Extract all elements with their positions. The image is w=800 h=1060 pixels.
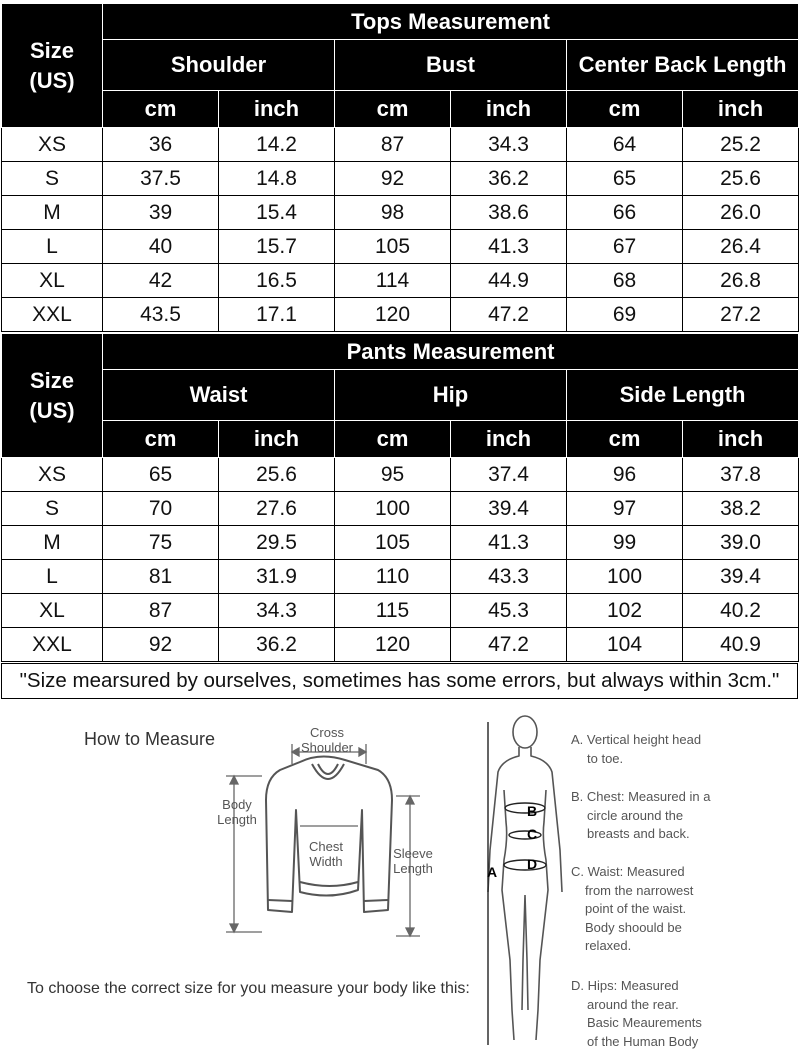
measurement-cell: 39.0 [683,526,799,560]
measurement-cell: 40.2 [683,594,799,628]
measurement-cell: 97 [567,492,683,526]
measurement-cell: 114 [335,264,451,298]
measurement-cell: 31.9 [219,560,335,594]
unit-cm: cm [567,91,683,128]
size-cell: M [2,196,103,230]
measurement-cell: 120 [335,628,451,662]
hip-header: Hip [335,370,567,421]
hem-band [300,882,358,886]
measurement-cell: 110 [335,560,451,594]
measurement-cell: 25.6 [683,162,799,196]
body-length-label: Body Length [217,797,257,827]
center-back-length-header: Center Back Length [567,40,799,91]
head-outline [513,716,537,748]
unit-cm: cm [103,91,219,128]
size-us-header [2,334,103,458]
size-cell: L [2,230,103,264]
measurement-cell: 99 [567,526,683,560]
waist-header: Waist [103,370,335,421]
measurement-cell: 100 [335,492,451,526]
size-row [2,230,799,264]
body-illustration [480,710,570,1060]
unit-cm: cm [103,421,219,458]
measurement-cell: 37.5 [103,162,219,196]
size-cell: XL [2,264,103,298]
arrowhead [230,776,238,784]
measurement-cell: 37.4 [451,458,567,492]
unit-inch: inch [451,91,567,128]
size-row [2,526,799,560]
measurement-cell: 95 [335,458,451,492]
legend-c: C. Waist: Measured from the narrowest point of the waist. Body shoould be relaxed. [571,864,694,953]
tops-table-title: Tops Measurement [103,4,799,40]
measurement-cell: 17.1 [219,298,335,332]
measurement-cell: 25.2 [683,128,799,162]
measurement-cell: 14.2 [219,128,335,162]
how-to-measure-title: How to Measure [84,729,216,749]
unit-inch: inch [219,91,335,128]
size-cell: L [2,560,103,594]
arrowhead [230,924,238,932]
measurement-cell: 39.4 [683,560,799,594]
chest-measure-loop [505,803,545,813]
chest-width-label: Chest Width [309,839,343,869]
size-row [2,128,799,162]
size-row [2,298,799,332]
measurement-cell: 39.4 [451,492,567,526]
measurement-cell: 115 [335,594,451,628]
measurement-cell: 37.8 [683,458,799,492]
shoulder-header: Shoulder [103,40,335,91]
size-row [2,196,799,230]
legend-a: A. Vertical height head to toe. [571,732,702,766]
measurement-cell: 75 [103,526,219,560]
letter-b: B [527,803,538,819]
pants-table-title: Pants Measurement [103,334,799,370]
measurement-note: "Size mearsured by ourselves, sometimes has some errors, but always within 3cm." [1,663,798,699]
us-label: (US) [29,67,75,93]
measurement-cell: 102 [567,594,683,628]
size-us-header [2,4,103,128]
garment-illustration [0,700,480,960]
measurement-cell: 65 [567,162,683,196]
measurement-cell: 40.9 [683,628,799,662]
unit-inch: inch [683,421,799,458]
arrowhead [359,748,366,756]
letter-c: C [527,826,538,842]
measurement-cell: 65 [103,458,219,492]
measurement-cell: 27.2 [683,298,799,332]
unit-inch: inch [219,421,335,458]
unit-cm: cm [335,421,451,458]
cross-shoulder-label: Cross Shoulder [300,725,354,755]
measurement-cell: 15.7 [219,230,335,264]
letter-d: D [527,856,538,872]
measurement-cell: 40 [103,230,219,264]
body-outline [488,747,562,1040]
size-cell: XXL [2,298,103,332]
measurement-cell: 42 [103,264,219,298]
measurement-cell: 66 [567,196,683,230]
measurement-cell: 25.6 [219,458,335,492]
measurement-cell: 98 [335,196,451,230]
measurement-cell: 100 [567,560,683,594]
pants-table-body [2,458,799,662]
arrowhead [406,928,414,936]
measurement-cell: 67 [567,230,683,264]
size-row [2,594,799,628]
measurement-cell: 64 [567,128,683,162]
tops-table-body [2,128,799,332]
guide-footer-text: To choose the correct size for you measure your body like this: [27,980,470,997]
size-label: Size [29,37,75,63]
measurement-cell: 105 [335,526,451,560]
size-row [2,492,799,526]
size-row [2,560,799,594]
measurement-cell: 105 [335,230,451,264]
measurement-cell: 38.2 [683,492,799,526]
measurement-cell: 26.8 [683,264,799,298]
unit-cm: cm [335,91,451,128]
hip-measure-loop [504,860,546,870]
size-cell: M [2,526,103,560]
measurement-cell: 69 [567,298,683,332]
size-cell: S [2,492,103,526]
measurement-cell: 29.5 [219,526,335,560]
measurement-cell: 43.3 [451,560,567,594]
collar-inner [318,764,338,774]
side-length-header: Side Length [567,370,799,421]
size-cell: S [2,162,103,196]
measurement-cell: 92 [335,162,451,196]
measurement-cell: 92 [103,628,219,662]
right-cuff [364,900,388,901]
collar-outline [312,764,344,779]
measurement-cell: 15.4 [219,196,335,230]
letter-a: A [487,864,498,880]
unit-inch: inch [683,91,799,128]
measurement-cell: 38.6 [451,196,567,230]
measurement-cell: 34.3 [219,594,335,628]
measurement-cell: 47.2 [451,298,567,332]
size-cell: XS [2,128,103,162]
measurement-cell: 39 [103,196,219,230]
unit-inch: inch [451,421,567,458]
arrowhead [406,796,414,804]
measurement-cell: 68 [567,264,683,298]
measurement-cell: 44.9 [451,264,567,298]
measurement-cell: 87 [335,128,451,162]
unit-cm: cm [567,421,683,458]
measurement-cell: 26.0 [683,196,799,230]
measurement-cell: 96 [567,458,683,492]
tops-size-table [1,3,799,332]
measurement-cell: 36.2 [219,628,335,662]
measurement-cell: 26.4 [683,230,799,264]
legend-d: D. Hips: Measured around the rear. Basic Meaurements of the Human Body [571,978,702,1049]
measurement-cell: 41.3 [451,230,567,264]
size-row [2,628,799,662]
measurement-cell: 47.2 [451,628,567,662]
measurement-cell: 27.6 [219,492,335,526]
measurement-cell: 104 [567,628,683,662]
measurement-cell: 16.5 [219,264,335,298]
size-label: Size [29,367,75,393]
measurement-cell: 120 [335,298,451,332]
measurement-cell: 81 [103,560,219,594]
size-row [2,458,799,492]
size-cell: XL [2,594,103,628]
sleeve-length-label: Sleeve Length [393,846,433,876]
measurement-cell: 45.3 [451,594,567,628]
measurement-cell: 70 [103,492,219,526]
pants-size-table [1,333,799,662]
measurement-cell: 36 [103,128,219,162]
size-row [2,264,799,298]
size-row [2,162,799,196]
us-label: (US) [29,397,75,423]
measurement-cell: 14.8 [219,162,335,196]
measurement-cell: 34.3 [451,128,567,162]
left-cuff [268,900,292,901]
measurement-cell: 41.3 [451,526,567,560]
legend-b: B. Chest: Measured in a circle around the breasts and back. [571,789,711,841]
bust-header: Bust [335,40,567,91]
measurement-cell: 87 [103,594,219,628]
size-cell: XXL [2,628,103,662]
measurement-cell: 36.2 [451,162,567,196]
measurement-cell: 43.5 [103,298,219,332]
size-cell: XS [2,458,103,492]
